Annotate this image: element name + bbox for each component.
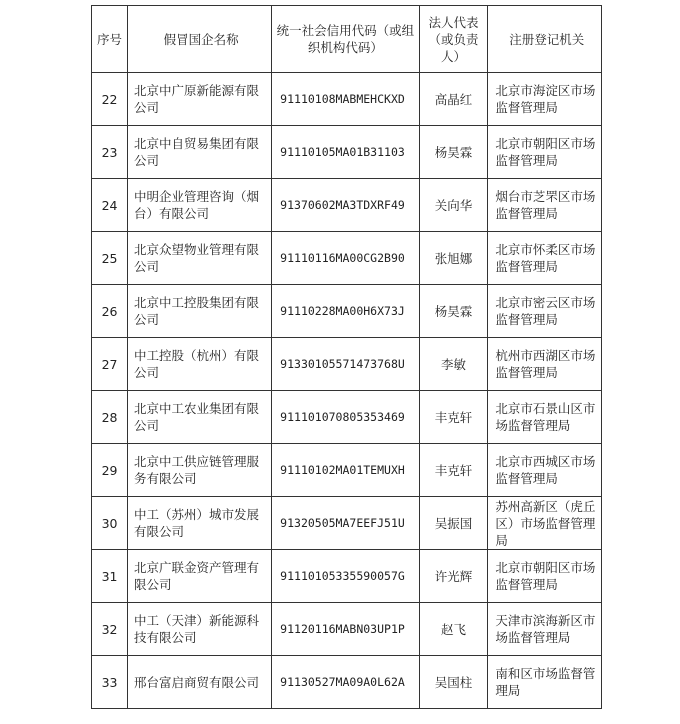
row-company-name: 北京中广原新能源有限公司 [128,73,272,126]
row-num: 27 [92,338,128,391]
row-legal-rep: 许光辉 [419,550,488,603]
row-credit-code: 91110102MA01TEMUXH [272,444,419,497]
row-credit-code: 91110105335590057G [272,550,419,603]
row-company-name: 中工（天津）新能源科技有限公司 [128,603,272,656]
row-num: 24 [92,179,128,232]
row-legal-rep: 杨昊霖 [419,126,488,179]
row-legal-rep: 丰克轩 [419,391,488,444]
row-legal-rep: 吴振国 [419,497,488,550]
table-row [92,126,602,179]
row-company-name: 北京众望物业管理有限公司 [128,232,272,285]
table-row [92,73,602,126]
row-legal-rep: 丰克轩 [419,444,488,497]
row-num: 33 [92,656,128,709]
row-registration-authority: 杭州市西湖区市场监督管理局 [488,338,602,391]
row-registration-authority: 北京市海淀区市场监督管理局 [488,73,602,126]
row-num: 30 [92,497,128,550]
row-num: 31 [92,550,128,603]
row-company-name: 中明企业管理咨询（烟台）有限公司 [128,179,272,232]
table-row [92,444,602,497]
table-row [92,603,602,656]
table-row [92,179,602,232]
header-auth: 注册登记机关 [488,6,602,73]
row-credit-code: 91370602MA3TDXRF49 [272,179,419,232]
row-registration-authority: 北京市石景山区市场监督管理局 [488,391,602,444]
header-rep: 法人代表（或负责人） [419,6,488,73]
row-credit-code: 91110105MA01B31103 [272,126,419,179]
row-registration-authority: 北京市朝阳区市场监督管理局 [488,126,602,179]
row-registration-authority: 北京市密云区市场监督管理局 [488,285,602,338]
row-num: 22 [92,73,128,126]
fake-soe-table [91,5,602,709]
table-row [92,497,602,550]
row-registration-authority: 南和区市场监督管理局 [488,656,602,709]
row-num: 23 [92,126,128,179]
row-num: 26 [92,285,128,338]
table-row [92,285,602,338]
table-row [92,550,602,603]
row-credit-code: 91320505MA7EEFJ51U [272,497,419,550]
row-legal-rep: 高晶红 [419,73,488,126]
row-credit-code: 91110116MA00CG2B90 [272,232,419,285]
table-row [92,391,602,444]
row-credit-code: 91110108MABMEHCKXD [272,73,419,126]
row-company-name: 北京中自贸易集团有限公司 [128,126,272,179]
row-credit-code: 91110228MA00H6X73J [272,285,419,338]
table-row [92,232,602,285]
row-num: 28 [92,391,128,444]
row-company-name: 中工控股（杭州）有限公司 [128,338,272,391]
row-num: 32 [92,603,128,656]
row-company-name: 中工（苏州）城市发展有限公司 [128,497,272,550]
row-company-name: 北京中工供应链管理服务有限公司 [128,444,272,497]
row-legal-rep: 赵飞 [419,603,488,656]
row-registration-authority: 北京市朝阳区市场监督管理局 [488,550,602,603]
row-registration-authority: 天津市滨海新区市场监督管理局 [488,603,602,656]
row-company-name: 邢台富启商贸有限公司 [128,656,272,709]
row-credit-code: 911101070805353469 [272,391,419,444]
row-company-name: 北京广联金资产管理有限公司 [128,550,272,603]
row-company-name: 北京中工农业集团有限公司 [128,391,272,444]
row-legal-rep: 杨昊霖 [419,285,488,338]
row-registration-authority: 苏州高新区（虎丘区）市场监督管理局 [488,497,602,550]
row-registration-authority: 北京市怀柔区市场监督管理局 [488,232,602,285]
table-header-row [92,6,602,73]
row-legal-rep: 李敏 [419,338,488,391]
header-code: 统一社会信用代码（或组织机构代码） [272,6,419,73]
row-credit-code: 91130527MA09A0L62A [272,656,419,709]
row-legal-rep: 关向华 [419,179,488,232]
row-legal-rep: 吴国柱 [419,656,488,709]
row-company-name: 北京中工控股集团有限公司 [128,285,272,338]
header-num: 序号 [92,6,128,73]
row-num: 25 [92,232,128,285]
row-num: 29 [92,444,128,497]
row-credit-code: 91120116MABN03UP1P [272,603,419,656]
table-row [92,656,602,709]
row-credit-code: 91330105571473768U [272,338,419,391]
row-registration-authority: 烟台市芝罘区市场监督管理局 [488,179,602,232]
row-registration-authority: 北京市西城区市场监督管理局 [488,444,602,497]
table-row [92,338,602,391]
row-legal-rep: 张旭娜 [419,232,488,285]
header-name: 假冒国企名称 [128,6,272,73]
